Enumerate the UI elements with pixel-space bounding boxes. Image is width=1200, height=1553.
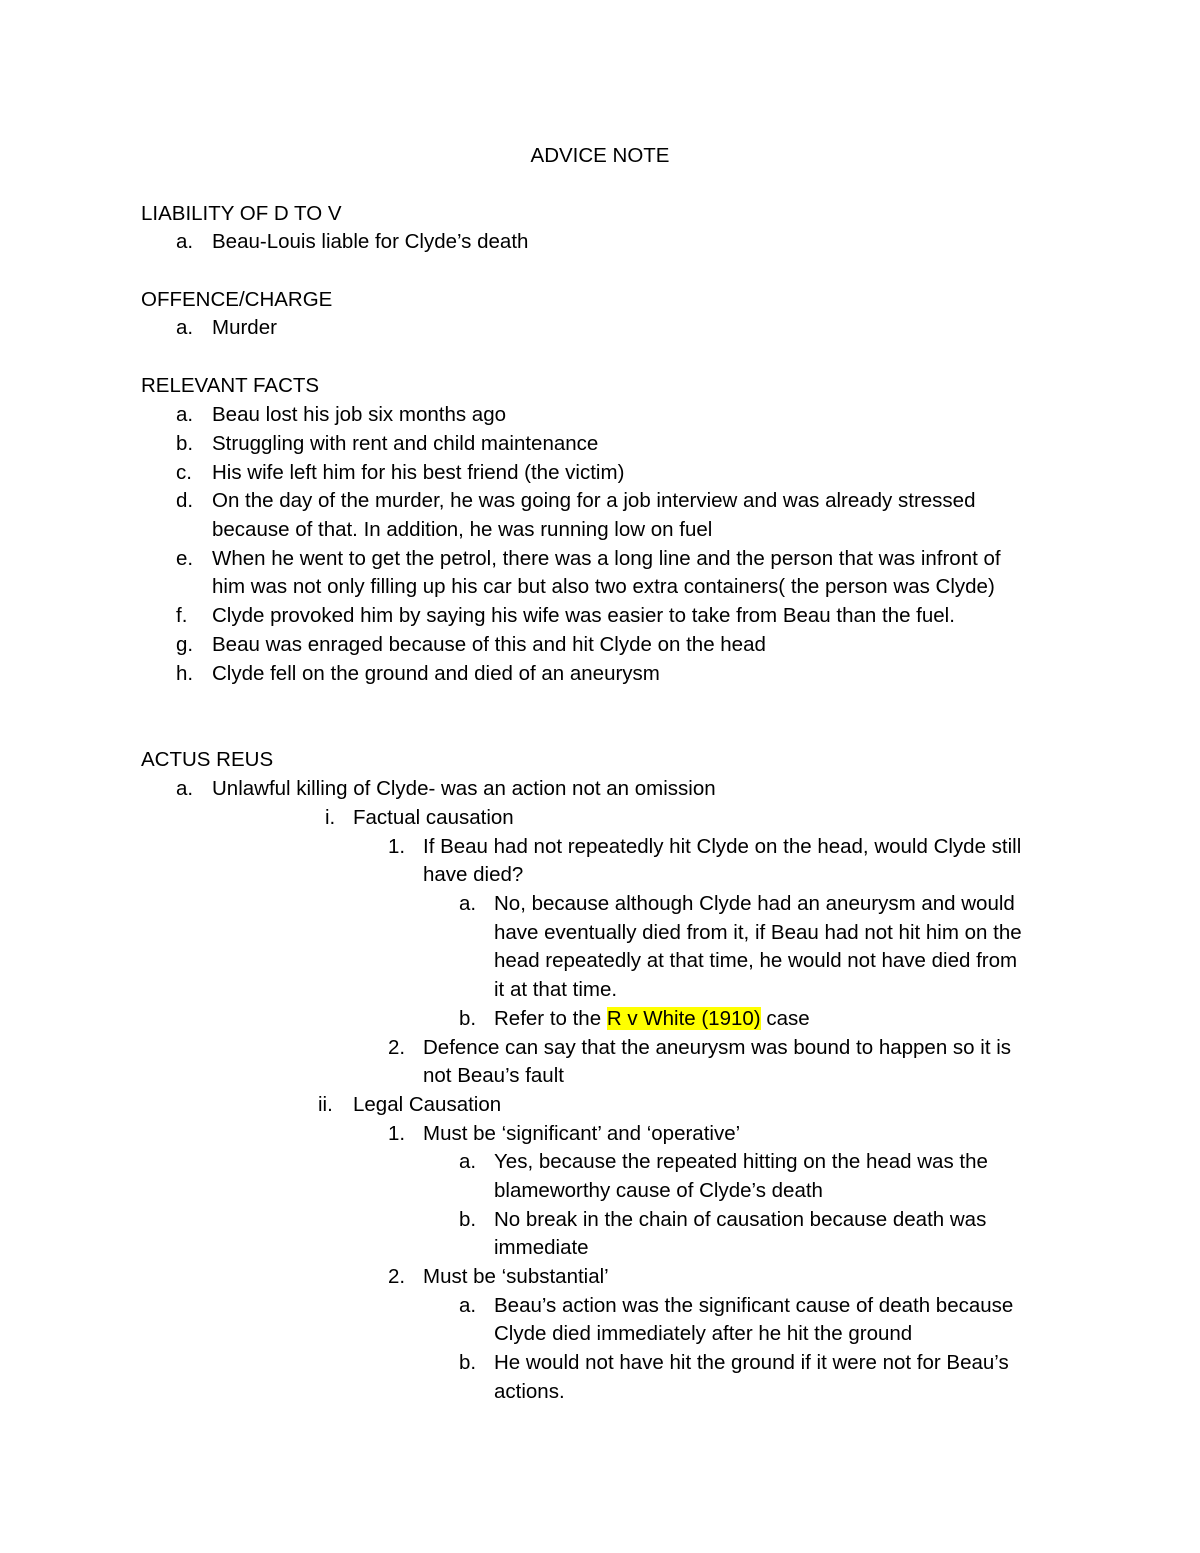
list-item: Struggling with rent and child maintenance bbox=[212, 432, 599, 455]
list-item: Beau-Louis liable for Clyde’s death bbox=[212, 230, 529, 253]
list-item: Clyde fell on the ground and died of an aneurysm bbox=[212, 662, 660, 685]
list-marker: b. bbox=[459, 1208, 477, 1231]
list-marker: b. bbox=[459, 1351, 477, 1374]
list-marker: 1. bbox=[388, 835, 406, 858]
section-heading-actus-reus: ACTUS REUS bbox=[141, 748, 274, 771]
list-marker: a. bbox=[459, 892, 477, 915]
list-item-continuation: have died? bbox=[423, 863, 524, 886]
list-marker: a. bbox=[176, 403, 194, 426]
list-item-continuation: have eventually died from it, if Beau had not hit him on the bbox=[494, 921, 1022, 944]
list-item: Murder bbox=[212, 316, 277, 339]
list-item-continuation: head repeatedly at that time, he would not have died from bbox=[494, 949, 1018, 972]
highlighted-case-citation: R v White (1910) bbox=[606, 1007, 761, 1030]
list-marker: c. bbox=[176, 461, 192, 484]
list-item: Must be ‘substantial’ bbox=[423, 1265, 609, 1288]
section-heading-facts: RELEVANT FACTS bbox=[141, 374, 320, 397]
list-item: Beau was enraged because of this and hit Clyde on the head bbox=[212, 633, 766, 656]
list-item: Unlawful killing of Clyde- was an action not an omission bbox=[212, 777, 716, 800]
list-marker: g. bbox=[176, 633, 194, 656]
list-item: If Beau had not repeatedly hit Clyde on the head, would Clyde still bbox=[423, 835, 1022, 858]
list-item: Yes, because the repeated hitting on the head was the bbox=[494, 1150, 988, 1173]
list-item-continuation: actions. bbox=[494, 1380, 565, 1403]
list-item: Defence can say that the aneurysm was bound to happen so it is bbox=[423, 1036, 1012, 1059]
list-item-continuation: because of that. In addition, he was running low on fuel bbox=[212, 518, 713, 541]
list-item: No, because although Clyde had an aneurysm and would bbox=[494, 892, 1015, 915]
list-marker: b. bbox=[459, 1007, 477, 1030]
list-item: His wife left him for his best friend (the victim) bbox=[212, 461, 625, 484]
list-marker: a. bbox=[176, 316, 194, 339]
list-item: Clyde provoked him by saying his wife was easier to take from Beau than the fuel. bbox=[212, 604, 955, 627]
list-item: Beau’s action was the significant cause of death because bbox=[494, 1294, 1014, 1317]
list-item: When he went to get the petrol, there was a long line and the person that was infront of bbox=[212, 547, 1001, 570]
list-item-continuation: not Beau’s fault bbox=[423, 1064, 564, 1087]
list-marker: i. bbox=[325, 806, 336, 829]
list-item: Beau lost his job six months ago bbox=[212, 403, 506, 426]
case-reference-suffix: case bbox=[760, 1007, 810, 1030]
list-marker: e. bbox=[176, 547, 194, 570]
list-item: On the day of the murder, he was going for a job interview and was already stressed bbox=[212, 489, 976, 512]
list-marker: a. bbox=[459, 1150, 477, 1173]
case-reference-prefix: Refer to the bbox=[494, 1007, 607, 1030]
list-marker: a. bbox=[176, 777, 194, 800]
list-item bbox=[494, 1005, 810, 1033]
list-item-continuation: immediate bbox=[494, 1236, 589, 1259]
subheading-legal-causation: Legal Causation bbox=[353, 1093, 502, 1116]
document-title: ADVICE NOTE bbox=[530, 144, 670, 167]
list-marker: ii. bbox=[318, 1093, 333, 1116]
list-item-continuation: it at that time. bbox=[494, 978, 618, 1001]
list-item-continuation: blameworthy cause of Clyde’s death bbox=[494, 1179, 823, 1202]
list-marker: a. bbox=[176, 230, 194, 253]
list-item-continuation: Clyde died immediately after he hit the ground bbox=[494, 1322, 913, 1345]
list-marker: f. bbox=[176, 604, 188, 627]
list-marker: a. bbox=[459, 1294, 477, 1317]
list-item-continuation: him was not only filling up his car but also two extra containers( the person was Clyde) bbox=[212, 575, 995, 598]
subheading-factual-causation: Factual causation bbox=[353, 806, 514, 829]
list-marker: 2. bbox=[388, 1265, 406, 1288]
list-marker: b. bbox=[176, 432, 194, 455]
section-heading-offence: OFFENCE/CHARGE bbox=[141, 288, 333, 311]
list-marker: 1. bbox=[388, 1122, 406, 1145]
list-marker: h. bbox=[176, 662, 194, 685]
list-item: He would not have hit the ground if it were not for Beau’s bbox=[494, 1351, 1009, 1374]
list-item: Must be ‘significant’ and ‘operative’ bbox=[423, 1122, 741, 1145]
list-item: No break in the chain of causation because death was bbox=[494, 1208, 987, 1231]
section-heading-liability: LIABILITY OF D TO V bbox=[141, 202, 342, 225]
list-marker: d. bbox=[176, 489, 194, 512]
list-marker: 2. bbox=[388, 1036, 406, 1059]
